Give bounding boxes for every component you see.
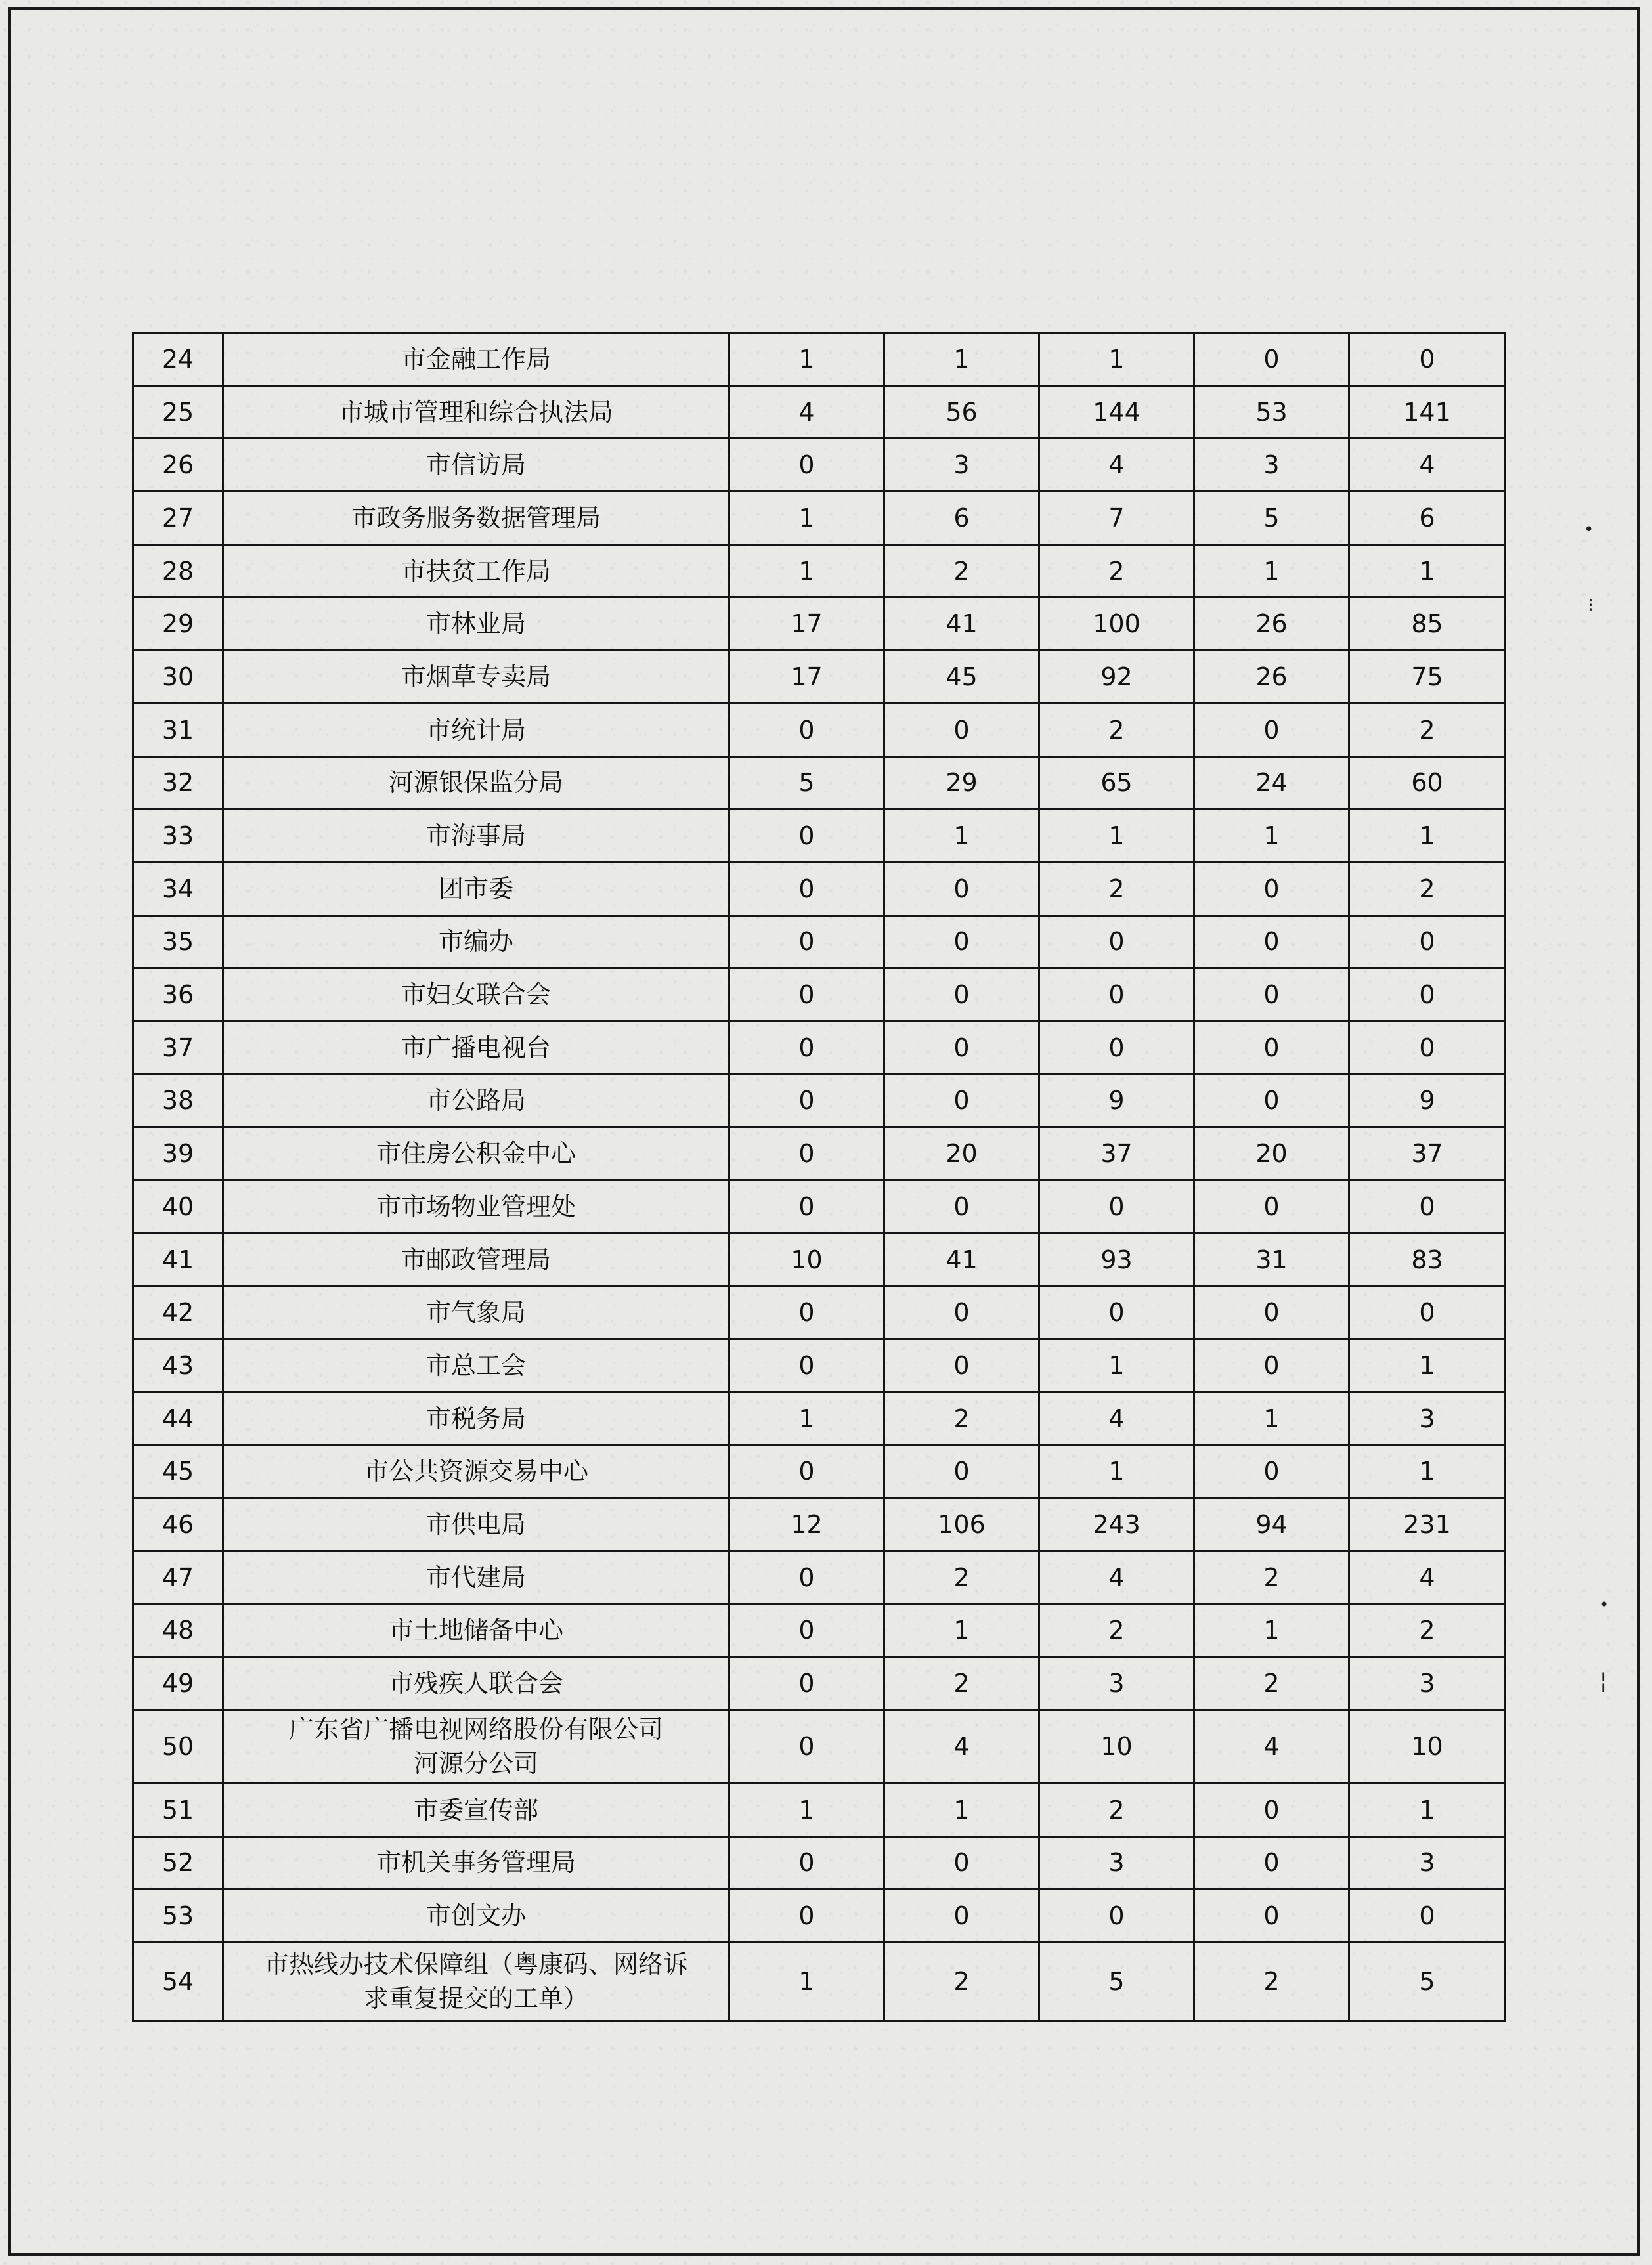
value-cell-v3: 0: [1039, 1286, 1194, 1339]
value-cell-v1: 0: [729, 703, 884, 756]
table-row: [133, 703, 1506, 756]
department-name-line: 市创文办: [425, 1901, 526, 1931]
table-row: [133, 492, 1506, 545]
row-number: 41: [133, 1233, 223, 1286]
value-cell-v5: 1: [1349, 1783, 1506, 1836]
value-cell-v3: 2: [1039, 703, 1194, 756]
value-cell-v4: 26: [1194, 597, 1349, 651]
table-row: [133, 862, 1506, 915]
value-cell-v3: 1: [1039, 1339, 1194, 1392]
table-row: [133, 1286, 1506, 1339]
value-cell-v4: 0: [1194, 1445, 1349, 1498]
value-cell-v4: 0: [1194, 1180, 1349, 1234]
row-number: 31: [133, 703, 223, 756]
value-cell-v5: 83: [1349, 1233, 1506, 1286]
department-name-line: 河源分公司: [413, 1749, 538, 1779]
row-number: 29: [133, 597, 223, 651]
department-name: [223, 1392, 729, 1445]
row-number: 24: [133, 333, 223, 386]
value-cell-v2: 0: [884, 703, 1039, 756]
value-cell-v3: 0: [1039, 1021, 1194, 1074]
scan-speck: ⁝: [1588, 594, 1594, 616]
department-name-line: 市供电局: [425, 1509, 526, 1539]
row-number: 25: [133, 385, 223, 439]
table-row: [133, 385, 1506, 439]
value-cell-v5: 141: [1349, 385, 1506, 439]
value-cell-v4: 94: [1194, 1498, 1349, 1551]
value-cell-v2: 2: [884, 1657, 1039, 1710]
statistics-table: [132, 332, 1506, 2022]
table-row: [133, 1942, 1506, 2021]
value-cell-v2: 0: [884, 1889, 1039, 1943]
value-cell-v1: 5: [729, 756, 884, 809]
value-cell-v4: 5: [1194, 492, 1349, 545]
value-cell-v2: 20: [884, 1127, 1039, 1180]
department-name-line: 市林业局: [425, 609, 526, 639]
value-cell-v3: 144: [1039, 385, 1194, 439]
table-row: [133, 1074, 1506, 1127]
value-cell-v5: 9: [1349, 1074, 1506, 1127]
value-cell-v1: 0: [729, 439, 884, 492]
row-number: 51: [133, 1783, 223, 1836]
department-name: [223, 968, 729, 1022]
value-cell-v4: 0: [1194, 1889, 1349, 1943]
row-number: 27: [133, 492, 223, 545]
department-name: [223, 439, 729, 492]
row-number: 33: [133, 809, 223, 863]
department-name-line: 市信访局: [425, 450, 526, 480]
value-cell-v3: 65: [1039, 756, 1194, 809]
value-cell-v1: 0: [729, 1074, 884, 1127]
value-cell-v4: 0: [1194, 703, 1349, 756]
value-cell-v1: 0: [729, 1127, 884, 1180]
row-number: 54: [133, 1942, 223, 2021]
scan-speck: •: [1599, 1595, 1609, 1614]
value-cell-v4: 20: [1194, 1127, 1349, 1180]
department-name-line: 市总工会: [425, 1350, 526, 1380]
value-cell-v2: 3: [884, 439, 1039, 492]
value-cell-v1: 0: [729, 1604, 884, 1657]
department-name: [223, 1233, 729, 1286]
value-cell-v3: 7: [1039, 492, 1194, 545]
value-cell-v3: 100: [1039, 597, 1194, 651]
value-cell-v1: 1: [729, 1392, 884, 1445]
value-cell-v2: 41: [884, 597, 1039, 651]
department-name: [223, 809, 729, 863]
row-number: 53: [133, 1889, 223, 1943]
value-cell-v3: 9: [1039, 1074, 1194, 1127]
value-cell-v5: 3: [1349, 1392, 1506, 1445]
row-number: 34: [133, 862, 223, 915]
department-name: [223, 1551, 729, 1604]
value-cell-v4: 2: [1194, 1657, 1349, 1710]
value-cell-v2: 1: [884, 333, 1039, 386]
value-cell-v1: 0: [729, 1180, 884, 1234]
value-cell-v4: 0: [1194, 1339, 1349, 1392]
row-number: 49: [133, 1657, 223, 1710]
department-name: [223, 1604, 729, 1657]
value-cell-v1: 0: [729, 1836, 884, 1889]
value-cell-v1: 17: [729, 651, 884, 704]
department-name: [223, 1180, 729, 1234]
value-cell-v3: 3: [1039, 1836, 1194, 1889]
row-number: 30: [133, 651, 223, 704]
department-name: [223, 1942, 729, 2021]
row-number: 28: [133, 544, 223, 597]
value-cell-v2: 0: [884, 968, 1039, 1022]
value-cell-v5: 6: [1349, 492, 1506, 545]
value-cell-v5: 0: [1349, 1889, 1506, 1943]
department-name: [223, 1498, 729, 1551]
table-row: [133, 597, 1506, 651]
value-cell-v1: 17: [729, 597, 884, 651]
value-cell-v4: 1: [1194, 1392, 1349, 1445]
value-cell-v5: 2: [1349, 862, 1506, 915]
row-number: 45: [133, 1445, 223, 1498]
department-name: [223, 1445, 729, 1498]
value-cell-v4: 1: [1194, 1604, 1349, 1657]
department-name-line: 市税务局: [425, 1404, 526, 1433]
table-row: [133, 756, 1506, 809]
table-row: [133, 968, 1506, 1022]
value-cell-v2: 6: [884, 492, 1039, 545]
value-cell-v5: 1: [1349, 544, 1506, 597]
value-cell-v1: 0: [729, 862, 884, 915]
department-name-line: 市代建局: [425, 1563, 526, 1592]
value-cell-v5: 10: [1349, 1710, 1506, 1783]
table-row: [133, 1233, 1506, 1286]
department-name-line: 市市场物业管理处: [376, 1192, 576, 1221]
value-cell-v2: 1: [884, 809, 1039, 863]
value-cell-v4: 0: [1194, 968, 1349, 1022]
value-cell-v1: 1: [729, 1942, 884, 2021]
row-number: 32: [133, 756, 223, 809]
value-cell-v2: 2: [884, 544, 1039, 597]
value-cell-v2: 106: [884, 1498, 1039, 1551]
value-cell-v4: 53: [1194, 385, 1349, 439]
value-cell-v2: 0: [884, 1836, 1039, 1889]
value-cell-v4: 0: [1194, 1836, 1349, 1889]
value-cell-v2: 45: [884, 651, 1039, 704]
value-cell-v1: 0: [729, 1021, 884, 1074]
table-row: [133, 651, 1506, 704]
table-row: [133, 1836, 1506, 1889]
row-number: 43: [133, 1339, 223, 1392]
department-name-line: 市热线办技术保障组（粤康码、网络诉: [263, 1950, 688, 1979]
value-cell-v1: 0: [729, 1339, 884, 1392]
value-cell-v3: 10: [1039, 1710, 1194, 1783]
value-cell-v5: 5: [1349, 1942, 1506, 2021]
value-cell-v2: 0: [884, 915, 1039, 968]
value-cell-v1: 1: [729, 1783, 884, 1836]
value-cell-v1: 10: [729, 1233, 884, 1286]
department-name: [223, 492, 729, 545]
value-cell-v5: 60: [1349, 756, 1506, 809]
value-cell-v1: 1: [729, 492, 884, 545]
value-cell-v4: 0: [1194, 1783, 1349, 1836]
department-name-line: 市广播电视台: [401, 1033, 551, 1062]
table-row: [133, 809, 1506, 863]
table-row: [133, 439, 1506, 492]
value-cell-v1: 0: [729, 968, 884, 1022]
value-cell-v3: 93: [1039, 1233, 1194, 1286]
value-cell-v2: 0: [884, 1074, 1039, 1127]
value-cell-v2: 2: [884, 1551, 1039, 1604]
value-cell-v4: 1: [1194, 544, 1349, 597]
value-cell-v4: 0: [1194, 915, 1349, 968]
value-cell-v3: 243: [1039, 1498, 1194, 1551]
table-row: [133, 1392, 1506, 1445]
value-cell-v3: 2: [1039, 1604, 1194, 1657]
value-cell-v2: 0: [884, 1445, 1039, 1498]
department-name-line: 团市委: [438, 874, 513, 903]
value-cell-v4: 3: [1194, 439, 1349, 492]
department-name-line: 市金融工作局: [401, 344, 551, 374]
value-cell-v1: 0: [729, 1710, 884, 1783]
table-row: [133, 1498, 1506, 1551]
value-cell-v5: 1: [1349, 1445, 1506, 1498]
row-number: 36: [133, 968, 223, 1022]
value-cell-v5: 0: [1349, 1286, 1506, 1339]
department-name-line: 市扶贫工作局: [401, 556, 551, 586]
value-cell-v4: 1: [1194, 809, 1349, 863]
value-cell-v2: 2: [884, 1942, 1039, 2021]
department-name-line: 市政务服务数据管理局: [351, 503, 601, 532]
table-row: [133, 1445, 1506, 1498]
department-name: [223, 915, 729, 968]
value-cell-v2: 2: [884, 1392, 1039, 1445]
table-row: [133, 1657, 1506, 1710]
department-name: [223, 703, 729, 756]
department-name-line: 求重复提交的工单）: [363, 1984, 588, 2014]
department-name: [223, 1710, 729, 1783]
department-name-line: 市海事局: [425, 821, 526, 851]
value-cell-v5: 4: [1349, 1551, 1506, 1604]
scan-speck: •: [1584, 520, 1594, 540]
row-number: 44: [133, 1392, 223, 1445]
value-cell-v3: 0: [1039, 1180, 1194, 1234]
department-name: [223, 597, 729, 651]
value-cell-v1: 0: [729, 1657, 884, 1710]
value-cell-v4: 0: [1194, 1074, 1349, 1127]
row-number: 47: [133, 1551, 223, 1604]
department-name-line: 市城市管理和综合执法局: [338, 397, 613, 427]
value-cell-v5: 0: [1349, 1180, 1506, 1234]
scan-speck: ¦: [1599, 1668, 1607, 1694]
department-name-line: 市编办: [438, 927, 513, 957]
value-cell-v5: 231: [1349, 1498, 1506, 1551]
value-cell-v4: 2: [1194, 1942, 1349, 2021]
table-row: [133, 1889, 1506, 1943]
table-row: [133, 1339, 1506, 1392]
value-cell-v5: 1: [1349, 1339, 1506, 1392]
department-name: [223, 1074, 729, 1127]
value-cell-v2: 56: [884, 385, 1039, 439]
department-name-line: 市公共资源交易中心: [363, 1457, 588, 1486]
table-body: [133, 333, 1506, 2021]
department-name: [223, 1021, 729, 1074]
row-number: 46: [133, 1498, 223, 1551]
department-name-line: 市公路局: [425, 1086, 526, 1115]
row-number: 50: [133, 1710, 223, 1783]
row-number: 26: [133, 439, 223, 492]
department-name: [223, 756, 729, 809]
department-name: [223, 333, 729, 386]
value-cell-v2: 41: [884, 1233, 1039, 1286]
value-cell-v2: 1: [884, 1783, 1039, 1836]
value-cell-v3: 1: [1039, 1445, 1194, 1498]
row-number: 39: [133, 1127, 223, 1180]
table-row: [133, 1604, 1506, 1657]
value-cell-v3: 3: [1039, 1657, 1194, 1710]
department-name: [223, 1286, 729, 1339]
value-cell-v5: 37: [1349, 1127, 1506, 1180]
value-cell-v1: 1: [729, 333, 884, 386]
value-cell-v3: 4: [1039, 439, 1194, 492]
value-cell-v2: 0: [884, 862, 1039, 915]
value-cell-v5: 3: [1349, 1657, 1506, 1710]
value-cell-v1: 0: [729, 1551, 884, 1604]
row-number: 52: [133, 1836, 223, 1889]
department-name: [223, 1889, 729, 1943]
value-cell-v2: 0: [884, 1286, 1039, 1339]
table-row: [133, 1783, 1506, 1836]
table-row: [133, 1710, 1506, 1783]
value-cell-v3: 1: [1039, 809, 1194, 863]
department-name-line: 市烟草专卖局: [401, 662, 551, 691]
value-cell-v2: 4: [884, 1710, 1039, 1783]
value-cell-v4: 26: [1194, 651, 1349, 704]
value-cell-v1: 0: [729, 915, 884, 968]
value-cell-v1: 0: [729, 809, 884, 863]
value-cell-v1: 0: [729, 1445, 884, 1498]
department-name: [223, 1783, 729, 1836]
value-cell-v3: 2: [1039, 1783, 1194, 1836]
value-cell-v3: 0: [1039, 915, 1194, 968]
value-cell-v4: 0: [1194, 333, 1349, 386]
value-cell-v3: 2: [1039, 544, 1194, 597]
value-cell-v2: 0: [884, 1339, 1039, 1392]
value-cell-v3: 92: [1039, 651, 1194, 704]
value-cell-v5: 0: [1349, 1021, 1506, 1074]
value-cell-v4: 2: [1194, 1551, 1349, 1604]
table-row: [133, 1551, 1506, 1604]
value-cell-v3: 4: [1039, 1392, 1194, 1445]
value-cell-v4: 0: [1194, 1286, 1349, 1339]
value-cell-v3: 0: [1039, 968, 1194, 1022]
value-cell-v1: 1: [729, 544, 884, 597]
value-cell-v3: 37: [1039, 1127, 1194, 1180]
value-cell-v1: 12: [729, 1498, 884, 1551]
value-cell-v5: 2: [1349, 703, 1506, 756]
department-name-line: 市妇女联合会: [401, 980, 551, 1010]
department-name: [223, 544, 729, 597]
value-cell-v4: 4: [1194, 1710, 1349, 1783]
value-cell-v1: 4: [729, 385, 884, 439]
department-name: [223, 651, 729, 704]
department-name: [223, 1836, 729, 1889]
department-name-line: 市土地储备中心: [388, 1616, 563, 1645]
value-cell-v2: 0: [884, 1021, 1039, 1074]
department-name-line: 市机关事务管理局: [376, 1848, 576, 1878]
department-name-line: 市气象局: [425, 1298, 526, 1327]
value-cell-v5: 0: [1349, 968, 1506, 1022]
value-cell-v3: 2: [1039, 862, 1194, 915]
table-row: [133, 544, 1506, 597]
table-row: [133, 1127, 1506, 1180]
value-cell-v5: 1: [1349, 809, 1506, 863]
department-name: [223, 1339, 729, 1392]
value-cell-v5: 2: [1349, 1604, 1506, 1657]
department-name: [223, 1127, 729, 1180]
value-cell-v4: 0: [1194, 862, 1349, 915]
value-cell-v2: 29: [884, 756, 1039, 809]
department-name-line: 市残疾人联合会: [388, 1669, 563, 1698]
value-cell-v3: 1: [1039, 333, 1194, 386]
value-cell-v4: 24: [1194, 756, 1349, 809]
value-cell-v2: 1: [884, 1604, 1039, 1657]
department-name-line: 市住房公积金中心: [376, 1139, 576, 1169]
value-cell-v5: 85: [1349, 597, 1506, 651]
department-name-line: 市邮政管理局: [401, 1245, 551, 1274]
row-number: 42: [133, 1286, 223, 1339]
row-number: 48: [133, 1604, 223, 1657]
value-cell-v5: 75: [1349, 651, 1506, 704]
value-cell-v5: 0: [1349, 333, 1506, 386]
value-cell-v1: 0: [729, 1889, 884, 1943]
row-number: 37: [133, 1021, 223, 1074]
row-number: 35: [133, 915, 223, 968]
value-cell-v5: 4: [1349, 439, 1506, 492]
department-name-line: 广东省广播电视网络股份有限公司: [288, 1715, 663, 1744]
value-cell-v3: 5: [1039, 1942, 1194, 2021]
department-name-line: 市统计局: [425, 715, 526, 744]
row-number: 38: [133, 1074, 223, 1127]
value-cell-v4: 31: [1194, 1233, 1349, 1286]
department-name: [223, 862, 729, 915]
table-row: [133, 333, 1506, 386]
department-name: [223, 385, 729, 439]
row-number: 40: [133, 1180, 223, 1234]
department-name: [223, 1657, 729, 1710]
value-cell-v3: 0: [1039, 1889, 1194, 1943]
value-cell-v5: 0: [1349, 915, 1506, 968]
value-cell-v4: 0: [1194, 1021, 1349, 1074]
table-row: [133, 1021, 1506, 1074]
department-name-line: 市委宣传部: [413, 1795, 538, 1824]
value-cell-v2: 0: [884, 1180, 1039, 1234]
department-name-line: 河源银保监分局: [388, 768, 563, 798]
value-cell-v1: 0: [729, 1286, 884, 1339]
value-cell-v5: 3: [1349, 1836, 1506, 1889]
table-row: [133, 1180, 1506, 1234]
table-row: [133, 915, 1506, 968]
value-cell-v3: 4: [1039, 1551, 1194, 1604]
